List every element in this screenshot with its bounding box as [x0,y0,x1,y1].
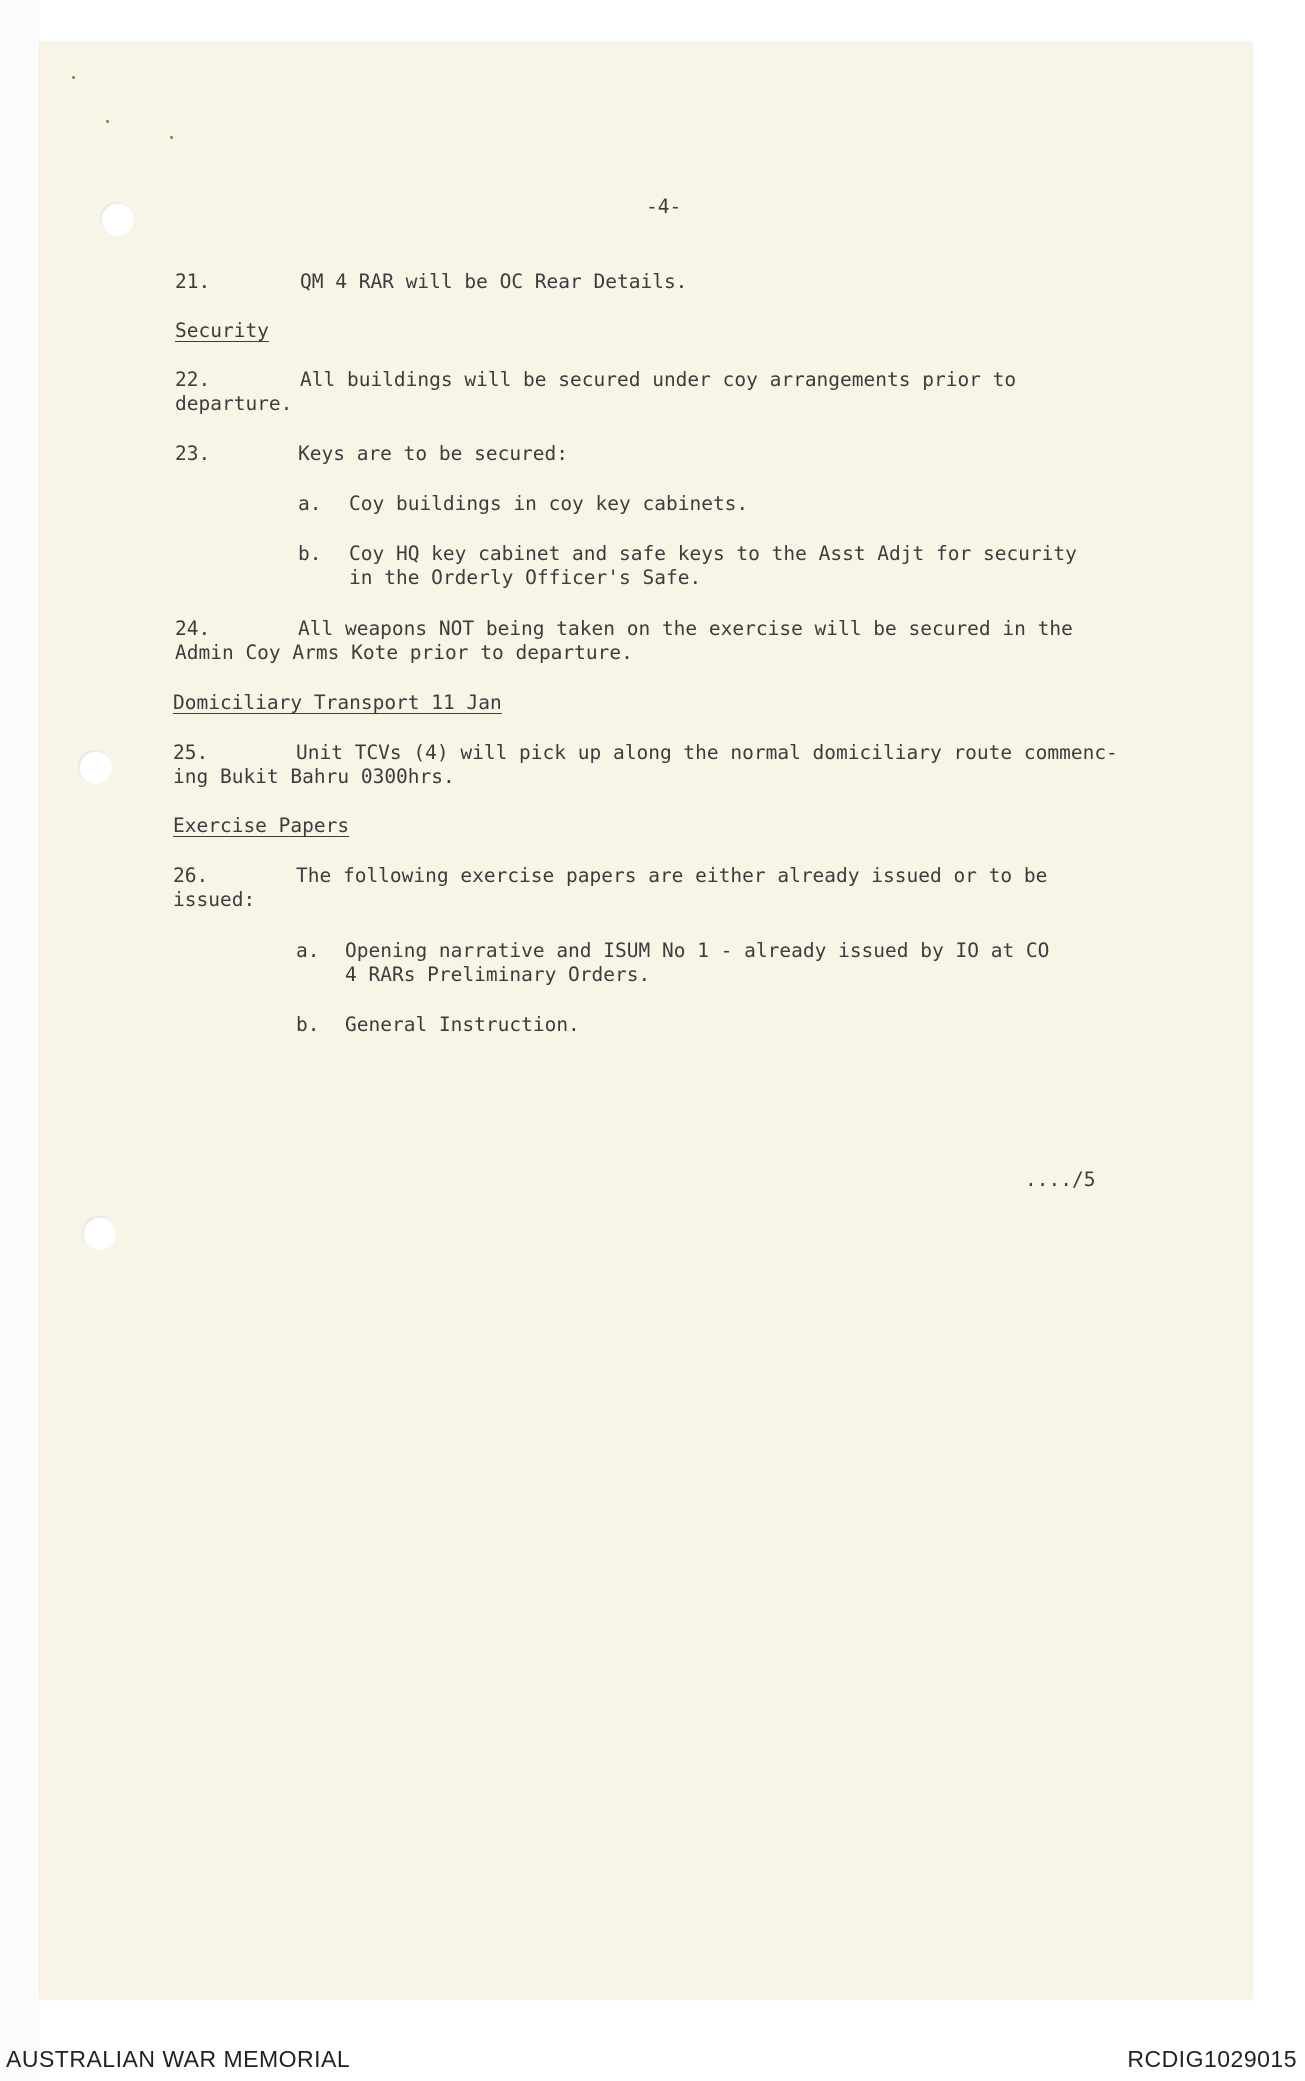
para-24-line1: All weapons NOT being taken on the exercise will be secured in the [298,617,1073,640]
section-heading-security: Security [175,319,269,342]
para-26b-label: b. [296,1013,320,1036]
footer-record-id: RCDIG1029015 [1127,2046,1297,2072]
punch-hole-top [100,202,134,236]
paper-speck [170,136,173,139]
para-26a-line2: 4 RARs Preliminary Orders. [345,963,651,986]
para-22-number: 22. [175,368,211,391]
para-21-number: 21. [175,270,211,293]
para-26a-label: a. [296,939,320,962]
paper-speck [106,120,109,123]
para-22-line2: departure. [175,392,293,415]
page-number: -4- [646,195,682,218]
footer-archive-name: AUSTRALIAN WAR MEMORIAL [6,2046,351,2072]
para-23b-label: b. [298,542,322,565]
para-23-number: 23. [175,442,211,465]
section-heading-transport: Domiciliary Transport 11 Jan [173,691,502,714]
para-22-line1: All buildings will be secured under coy arrangements prior to [300,368,1017,391]
punch-hole-middle [78,750,112,784]
para-23-text: Keys are to be secured: [298,442,569,465]
para-26b-text: General Instruction. [345,1013,580,1036]
para-23b-line1: Coy HQ key cabinet and safe keys to the Asst Adjt for security [349,542,1077,565]
para-26-line2: issued: [173,888,256,911]
document-page [40,42,1252,1999]
para-21-text: QM 4 RAR will be OC Rear Details. [300,270,688,293]
para-26-line1: The following exercise papers are either already issued or to be [296,864,1048,887]
para-23b-line2: in the Orderly Officer's Safe. [349,566,702,589]
para-25-number: 25. [173,741,209,764]
para-26-number: 26. [173,864,209,887]
para-25-line2: ing Bukit Bahru 0300hrs. [173,765,455,788]
para-23a-label: a. [298,492,322,515]
para-26a-line1: Opening narrative and ISUM No 1 - already issued by IO at CO [345,939,1050,962]
continuation-marker: ..../5 [1025,1168,1096,1191]
scan-border [0,0,40,2081]
para-24-number: 24. [175,617,211,640]
section-heading-papers: Exercise Papers [173,814,350,837]
para-24-line2: Admin Coy Arms Kote prior to departure. [175,641,633,664]
para-25-line1: Unit TCVs (4) will pick up along the normal domiciliary route commenc- [296,741,1118,764]
para-23a-text: Coy buildings in coy key cabinets. [349,492,749,515]
punch-hole-bottom [82,1216,116,1250]
paper-speck [72,76,75,79]
